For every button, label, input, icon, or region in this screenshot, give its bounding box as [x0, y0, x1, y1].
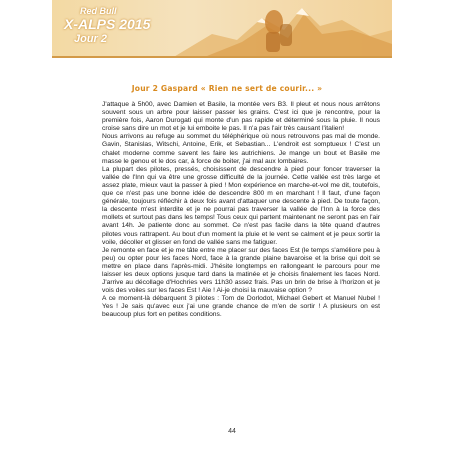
paragraph: Nous arrivons au refuge au sommet du téléphérique où nous retrouvons pas mal de monde. Gavin, Stanislas, Witschi, Antoine, Erik, et Sebastian... L'endroit est somptueux ! C'est un chalet moderne comme savent les faire les autrichiens. Je mange un bout et Basile me masse le genou et le dos car, à force de boiter, j'ai mal aux lombaires. — [102, 133, 380, 165]
header-day: Jour 2 — [74, 33, 108, 45]
header-brand: Red Bull — [80, 6, 117, 16]
paragraph: Je remonte en face et je me tâte entre me placer sur des faces Est (le temps s'améliore peu à peu) ou opter pour les faces Nord, face à la grande plaine bavaroise et la brise qui doit se mettre en place dans l'après-midi. J'hésite longtemps en rallongeant le parcours pour me laisser les deux options jusque tard dans la matinée et je choisis finalement les faces Nord. J'arrive au décollage d'Hochries vers 11h30 assez frais. Pas un brin de brise à l'horizon et je vois des voiles sur les faces Est ! Aie ! Ai-je choisi la mauvaise option ? — [102, 246, 380, 295]
paragraph: A ce moment-là débarquent 3 pilotes : Tom de Dorlodot, Michael Gebert et Manuel Nubel ! Yes ! Je sais qu'avec eux j'ai une grande chance de m'en de sortir ! A plusieurs on est beaucoup plus fort en petites conditions. — [102, 295, 380, 319]
book-page — [52, 0, 392, 452]
header-event-title: X-ALPS 2015 — [64, 16, 151, 32]
chapter-title: Jour 2 Gaspard « Rien ne sert de courir... » — [131, 84, 323, 93]
paragraph: La plupart des pilotes, pressés, choisissent de descendre à pied pour foncer traverser la vallée de l'Inn qui va être une grosse difficulté de la journée. Cette vallée est très large et assez plate, mieux vaut la passer à pied ! Mon expérience en marche-et-vol me dit, toutefois, que ce n'est pas une bonne idée de descendre 800 m en marchant ! Il faut, d'une façon générale, toujours réfléchir à deux fois avant d'attaquer une descente à pied. De toute façon, la descente m'est interdite et je ne pourrai pas traverser la vallée de l'Inn à la force des mollets et surtout pas dans les temps! Tous ceux qui partent maintenant ne seront pas en l'air avant 14h. Je patiente donc au sommet. Ce n'est pas facile dans la tête quand d'autres pilotes vous rattrapent. Au bout d'un moment la pluie et le vent se calment et je peux sortir la voile, décoller et glisser en fond de vallée sans me fatiguer. — [102, 165, 380, 246]
chapter-body — [102, 101, 380, 320]
paraglider-pilot-icon — [265, 10, 292, 52]
page-number: 44 — [228, 428, 236, 435]
paragraph: J'attaque à 5h00, avec Damien et Basile, la montée vers B3. Il pleut et nous nous arrêtons souvent sous un arbre pour laisser passer les grains. C'est ici que je rencontre, pour la première fois, Aaron Durogati qui monte d'un pas rapide et déterminé sous la pluie. Il nous croise sans dire un mot et je lui emboite le pas. Il n'a pas l'air très causant l'italien! — [102, 101, 380, 133]
page-header-banner — [52, 0, 392, 58]
